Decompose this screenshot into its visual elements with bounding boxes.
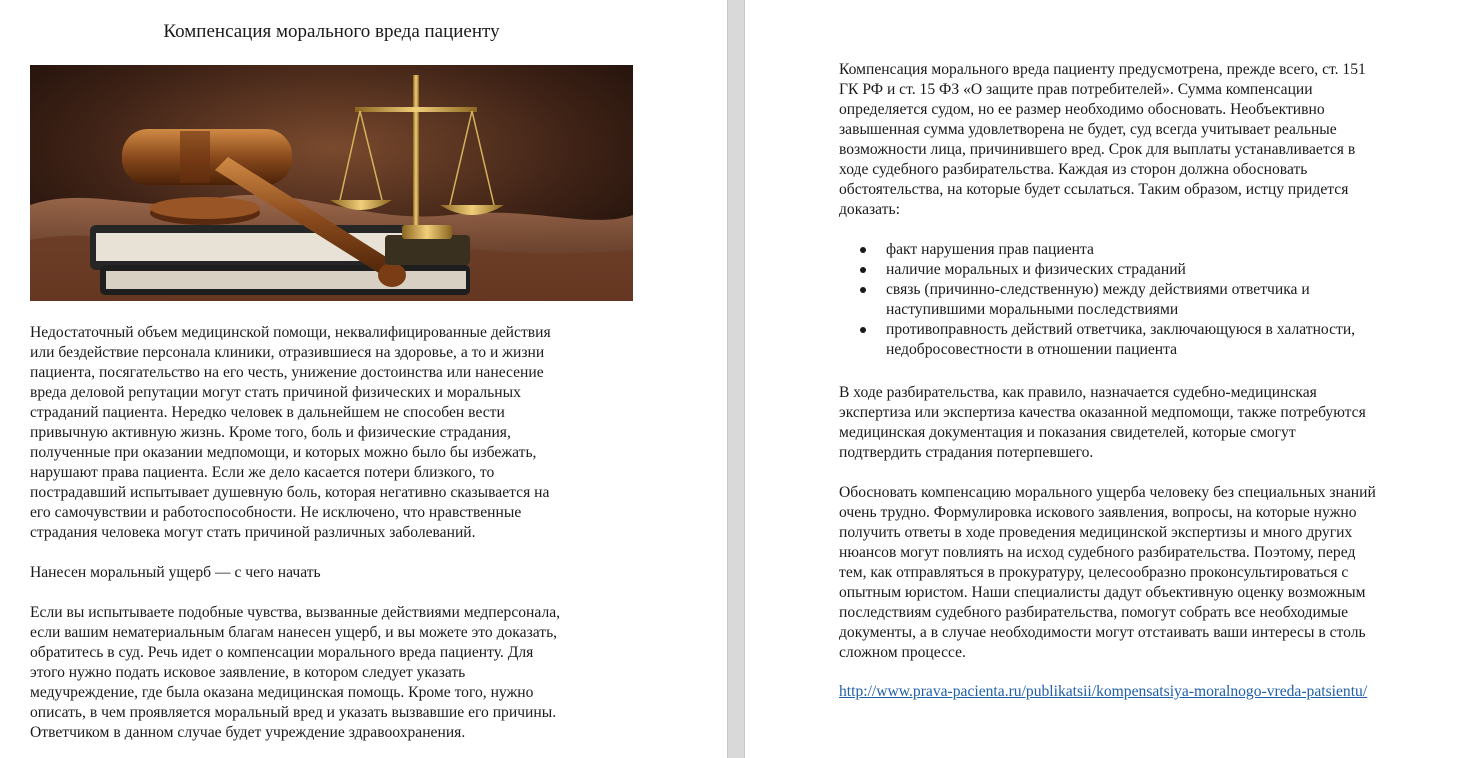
text-line: недобросовестности в отношении пациента — [886, 341, 1178, 358]
subheading-text: Нанесен моральный ущерб — с чего начать — [30, 564, 321, 581]
expertise-paragraph — [839, 383, 1366, 463]
text-line: документы, а в случае необходимости могут отстаивать ваши интересы в столь — [839, 624, 1366, 641]
text-line: очень трудно. Формулировка искового заявления, вопросы, на которые нужно — [839, 504, 1357, 521]
text-line: вреда деловой репутации могут стать причиной физических и моральных — [30, 384, 521, 401]
bullet-icon — [860, 327, 866, 333]
section-subheading — [30, 563, 321, 583]
text-line: определяется судом, но ее размер необходимо обосновать. Необъективно — [839, 101, 1325, 118]
text-line: обратитесь в суд. Речь идет о компенсации морального вреда пациенту. Для — [30, 644, 534, 661]
text-line: медучреждение, где была оказана медицинская помощь. Кроме того, нужно — [30, 684, 534, 701]
text-line: страданий пациента. Нередко человек в дальнейшем не способен вести — [30, 404, 505, 421]
text-line: медицинская документация и показания свидетелей, которые смогут — [839, 424, 1296, 441]
bullet-icon — [860, 287, 866, 293]
text-line: Ответчиком в данном случае будет учреждение здравоохранения. — [30, 724, 466, 741]
text-line: связь (причинно-следственную) между действиями ответчика и — [886, 281, 1310, 298]
text-line: противоправность действий ответчика, заключающуюся в халатности, — [886, 321, 1356, 338]
text-line: ГК РФ и ст. 15 ФЗ «О защите прав потребителей». Сумма компенсации — [839, 81, 1313, 98]
text-line: привычную активную жизнь. Кроме того, боль и физические страдания, — [30, 424, 511, 441]
text-line: завышенная сумма удовлетворена не будет, суд всегда учитывает реальные — [839, 121, 1337, 138]
text-line: доказать: — [839, 201, 900, 218]
document-page-left — [0, 0, 727, 758]
text-line: описать, в чем проявляется моральный вред и указать вызвавшие его причины. — [30, 704, 557, 721]
text-line: тем, как отправляться в прокуратуру, целесообразно проконсультироваться с — [839, 564, 1349, 581]
text-line: наличие моральных и физических страданий — [886, 261, 1186, 278]
text-line: последствиям судебного разбирательства, помогут собрать все необходимые — [839, 604, 1349, 621]
text-line: пострадавший испытывает душевную боль, которая негативно сказывается на — [30, 484, 550, 501]
text-line: если вашим нематериальным благам нанесен ущерб, и вы можете это доказать, — [30, 624, 558, 641]
bullet-icon — [860, 247, 866, 253]
text-line: страдания человека могут стать причиной различных заболеваний. — [30, 524, 476, 541]
text-line: Обосновать компенсацию морального ущерба человеку без специальных знаний — [839, 484, 1376, 501]
text-line: факт нарушения прав пациента — [886, 241, 1094, 258]
text-line: его самочувствии и работоспособности. Не исключено, что нравственные — [30, 504, 522, 521]
list-item — [839, 260, 1355, 280]
gavel-scales-image — [30, 65, 633, 301]
evidence-list — [839, 240, 1355, 360]
text-line: этого нужно подать исковое заявление, в котором следует указать — [30, 664, 466, 681]
list-item — [839, 280, 1355, 320]
text-line: или бездействие персонала клиники, отразившиеся на здоровье, а то и жизни — [30, 344, 545, 361]
text-line: В ходе разбирательства, как правило, назначается судебно-медицинская — [839, 384, 1317, 401]
legal-basis-paragraph — [839, 60, 1366, 220]
lawyer-advice-paragraph — [839, 483, 1376, 663]
text-line: полученные при оказании медпомощи, и которых можно было бы избежать, — [30, 444, 537, 461]
text-line: Недостаточный объем медицинской помощи, неквалифицированные действия — [30, 324, 551, 341]
text-line: Если вы испытываете подобные чувства, вызванные действиями медперсонала, — [30, 604, 561, 621]
text-line: пациента, посягательство на его честь, унижение достоинства или нанесение — [30, 364, 544, 381]
document-title: Компенсация морального вреда пациенту — [163, 21, 500, 42]
text-line: ходе судебного разбирательства. Каждая из сторон должна обосновать — [839, 161, 1308, 178]
bullet-icon — [860, 267, 866, 273]
text-line: подтвердить страдания потерпевшего. — [839, 444, 1094, 461]
list-item — [839, 320, 1355, 360]
text-line: нарушают права пациента. Если же дело касается потери близкого, то — [30, 464, 495, 481]
text-line: опытным юристом. Наши специалисты дадут объективную оценку возможным — [839, 584, 1366, 601]
next-steps-paragraph — [30, 603, 560, 743]
source-link-line — [839, 682, 1367, 702]
document-page-right — [745, 0, 1457, 758]
text-line: возможности лица, причинившего вред. Срок для выплаты устанавливается в — [839, 141, 1356, 158]
intro-paragraph — [30, 323, 551, 543]
page-gutter — [727, 0, 745, 758]
text-line: Компенсация морального вреда пациенту предусмотрена, прежде всего, ст. 151 — [839, 61, 1366, 78]
source-link[interactable]: http://www.prava-pacienta.ru/publikatsii/kompensatsiya-moralnogo-vreda-patsientu/ — [839, 683, 1368, 700]
list-item — [839, 240, 1355, 260]
text-line: получить ответы в ходе проведения медицинской экспертизы и много других — [839, 524, 1353, 541]
text-line: наступившими моральными последствиями — [886, 301, 1179, 318]
text-line: обстоятельства, на которые будет ссылаться. Таким образом, истцу придется — [839, 181, 1349, 198]
text-line: нюансов могут повлиять на исход судебного разбирательства. Поэтому, перед — [839, 544, 1356, 561]
text-line: сложном процессе. — [839, 644, 966, 661]
text-line: экспертиза или экспертиза качества оказанной медпомощи, также потребуются — [839, 404, 1366, 421]
